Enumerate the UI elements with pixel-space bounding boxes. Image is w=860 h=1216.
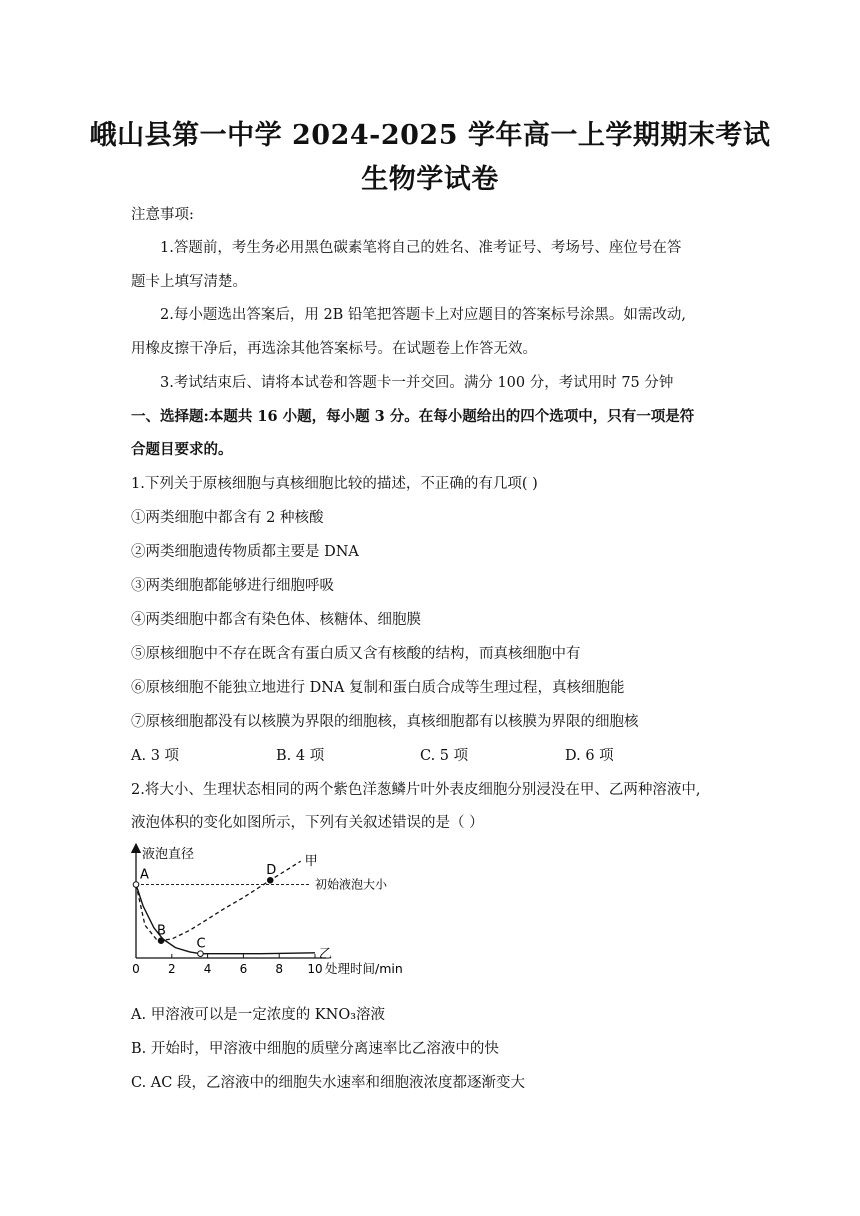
- note-1-line-a: 1.答题前，考生务必用黑色碳素笔将自己的姓名、准考证号、考场号、座位号在答: [160, 240, 682, 256]
- y-axis-label: 液泡直径: [142, 847, 195, 862]
- q1-option-a: A. 3 项: [131, 748, 180, 764]
- section-heading-line-b: 合题目要求的。: [131, 441, 233, 458]
- x-tick-label: 4: [203, 962, 212, 976]
- section-heading-line-a: 一、选择题:本题共 16 小题，每小题 3 分。在每小题给出的四个选项中，只有一项是符: [131, 408, 695, 425]
- vacuole-chart: [125, 842, 425, 982]
- series-yi-label: 乙: [319, 946, 333, 962]
- series-jia-label: 甲: [304, 854, 318, 870]
- point-a: [133, 882, 139, 888]
- x-tick-label: 10: [307, 962, 323, 976]
- x-tick-label: 8: [275, 962, 284, 976]
- note-1-line-b: 题卡上填写清楚。: [131, 274, 247, 290]
- q1-item: ⑦原核细胞都没有以核膜为界限的细胞核，真核细胞都有以核膜为界限的细胞核: [131, 714, 639, 730]
- q2-option-a: A. 甲溶液可以是一定浓度的 KNO₃溶液: [131, 1007, 386, 1023]
- point-label-b: B: [157, 923, 166, 939]
- q1-stem: 1.下列关于原核细胞与真核细胞比较的描述，不正确的有几项( ): [131, 476, 538, 492]
- q1-option-d: D. 6 项: [565, 748, 614, 764]
- point-label-a: A: [140, 867, 149, 883]
- x-tick-label: 6: [239, 962, 248, 976]
- q1-item: ③两类细胞都能够进行细胞呼吸: [131, 578, 334, 594]
- note-2-line-a: 2.每小题选出答案后，用 2B 铅笔把答题卡上对应题目的答案标号涂黑。如需改动,: [160, 307, 687, 323]
- x-tick-label: 2: [167, 962, 176, 976]
- notes-heading: 注意事项:: [131, 207, 194, 223]
- point-c: [198, 951, 204, 957]
- q1-item: ⑤原核细胞中不存在既含有蛋白质又含有核酸的结构，而真核细胞中有: [131, 646, 581, 662]
- q1-item: ④两类细胞中都含有染色体、核糖体、细胞膜: [131, 612, 421, 628]
- q1-option-c: C. 5 项: [420, 748, 469, 764]
- note-3: 3.考试结束后、请将本试卷和答题卡一并交回。满分 100 分，考试用时 75 分钟: [160, 375, 674, 391]
- q1-item: ②两类细胞遗传物质都主要是 DNA: [131, 544, 359, 560]
- x-axis-label: 处理时间/min: [325, 961, 403, 976]
- point-label-d: D: [266, 863, 277, 879]
- page-title-line1: 峨山县第一中学 2024-2025 学年高一上学期期末考试: [89, 120, 771, 151]
- page-title-line2: 生物学试卷: [361, 164, 499, 195]
- q1-item: ①两类细胞中都含有 2 种核酸: [131, 510, 324, 526]
- point-b: [158, 938, 164, 944]
- initial-size-label: 初始液泡大小: [315, 877, 388, 892]
- point-d: [267, 877, 273, 883]
- x-tick-label: 0: [132, 962, 140, 976]
- q2-option-b: B. 开始时，甲溶液中细胞的质壁分离速率比乙溶液中的快: [131, 1041, 499, 1057]
- q2-stem-line-a: 2.将大小、生理状态相同的两个紫色洋葱鳞片叶外表皮细胞分别浸没在甲、乙两种溶液中,: [131, 782, 701, 798]
- point-label-c: C: [196, 936, 206, 952]
- q2-stem-line-b: 液泡体积的变化如图所示，下列有关叙述错误的是（ ）: [131, 815, 484, 831]
- note-2-line-b: 用橡皮擦干净后，再选涂其他答案标号。在试题卷上作答无效。: [131, 341, 537, 357]
- q2-option-c: C. AC 段，乙溶液中的细胞失水速率和细胞液浓度都逐渐变大: [131, 1075, 525, 1091]
- q1-option-b: B. 4 项: [276, 748, 325, 764]
- q1-item: ⑥原核细胞不能独立地进行 DNA 复制和蛋白质合成等生理过程，真核细胞能: [131, 680, 625, 696]
